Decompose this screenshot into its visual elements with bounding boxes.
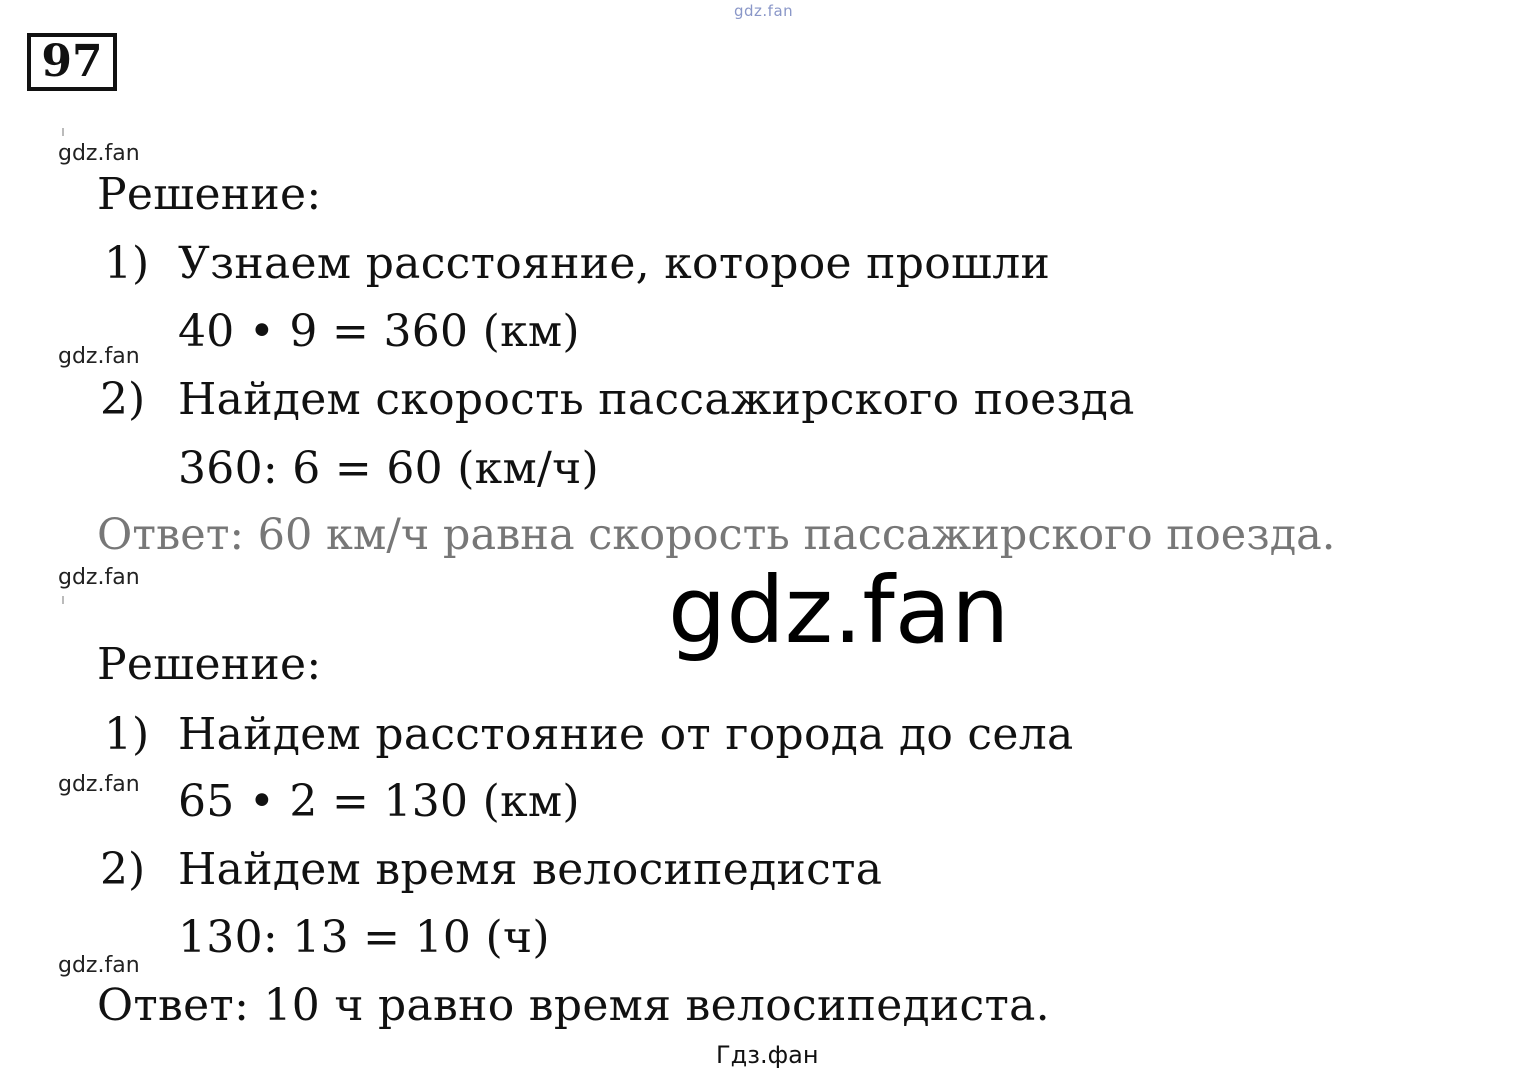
- side-watermark: gdz.fan: [58, 772, 140, 797]
- watermark-center: gdz.fan: [668, 557, 1010, 664]
- solution-heading: Решение:: [97, 639, 322, 690]
- step-number: 2): [100, 374, 146, 425]
- step-calculation: 65 • 2 = 130 (км): [178, 776, 580, 827]
- side-watermark: gdz.fan: [58, 141, 140, 166]
- margin-tick: [62, 596, 64, 604]
- solution-heading: Решение:: [97, 169, 322, 220]
- step-number: 1): [104, 238, 150, 289]
- margin-tick: [62, 128, 64, 136]
- watermark-top: gdz.fan: [734, 2, 794, 20]
- step-number: 1): [104, 709, 150, 760]
- step-text: Найдем время велосипедиста: [178, 844, 883, 895]
- watermark-bottom: Гдз.фан: [716, 1041, 819, 1069]
- step-calculation: 130: 13 = 10 (ч): [178, 912, 550, 963]
- task-number-box: [27, 33, 117, 91]
- side-watermark: gdz.fan: [58, 953, 140, 978]
- side-watermark: gdz.fan: [58, 344, 140, 369]
- step-text: Найдем скорость пассажирского поезда: [178, 374, 1135, 425]
- step-text: Узнаем расстояние, которое прошли: [178, 238, 1051, 289]
- step-number: 2): [100, 844, 146, 895]
- answer-text: Ответ: 60 км/ч равна скорость пассажирского поезда.: [97, 510, 1336, 560]
- step-calculation: 40 • 9 = 360 (км): [178, 306, 580, 357]
- answer-text: Ответ: 10 ч равно время велосипедиста.: [97, 980, 1050, 1031]
- task-number: 97: [41, 36, 103, 87]
- step-text: Найдем расстояние от города до села: [178, 709, 1074, 760]
- step-calculation: 360: 6 = 60 (км/ч): [178, 443, 599, 494]
- side-watermark: gdz.fan: [58, 565, 140, 590]
